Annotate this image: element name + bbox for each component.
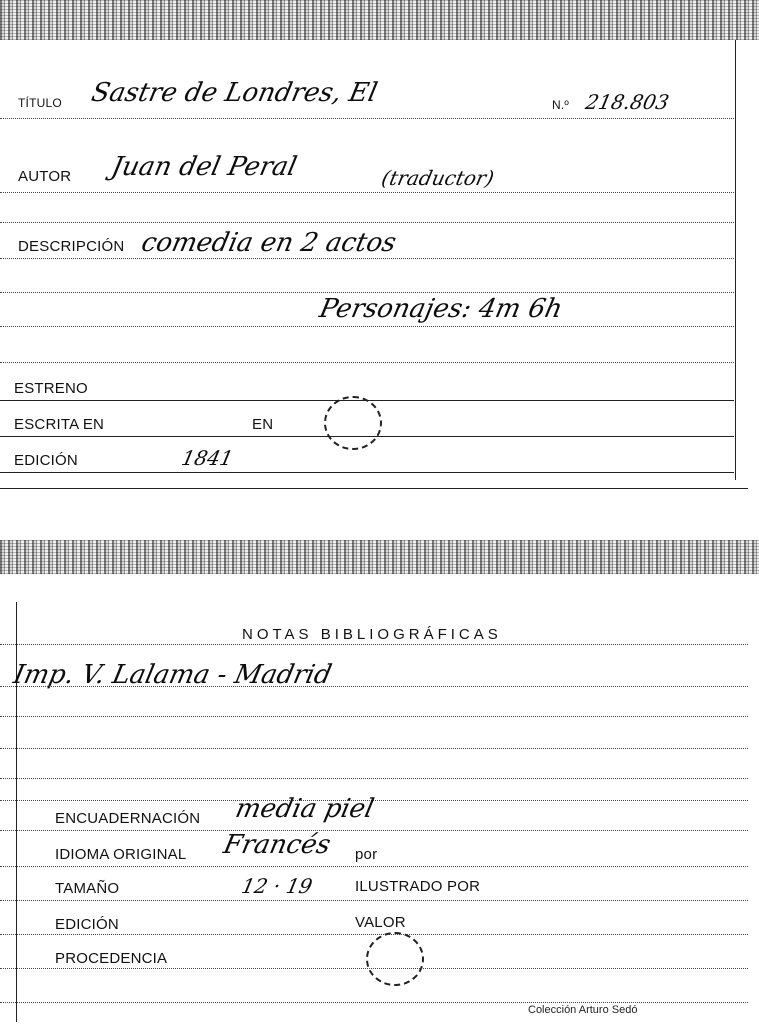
edicion-value: 1841 xyxy=(179,446,236,470)
autor-value: Juan del Peral xyxy=(108,152,300,182)
autor-role: (traductor) xyxy=(379,166,497,190)
rule-edicion-2 xyxy=(0,934,748,935)
edicion-label-2: EDICIÓN xyxy=(55,916,119,933)
idioma-value: Francés xyxy=(220,830,334,860)
rule-escrita xyxy=(0,436,734,437)
rule-autor xyxy=(0,192,734,193)
titulo-value: Sastre de Londres, El xyxy=(88,78,380,108)
rule-titulo xyxy=(0,118,734,119)
coleccion-label: Colección Arturo Sedó xyxy=(528,1004,638,1016)
por-label: por xyxy=(355,846,378,863)
torn-edge-top xyxy=(0,0,759,40)
titulo-label: TÍTULO xyxy=(18,96,62,110)
descripcion-label: DESCRIPCIÓN xyxy=(18,238,125,255)
rule-blank-1 xyxy=(0,222,734,223)
rule-edicion xyxy=(0,472,734,473)
rule-personajes xyxy=(0,326,734,327)
notas-heading: NOTAS BIBLIOGRÁFICAS xyxy=(242,626,502,643)
rule-blank-c xyxy=(0,778,748,779)
valor-label: VALOR xyxy=(355,914,406,931)
en-label: EN xyxy=(252,416,274,433)
catalog-card-front xyxy=(0,0,759,492)
numero-value: 218.803 xyxy=(583,90,672,114)
rule-idioma xyxy=(0,866,748,867)
numero-label: N.º xyxy=(552,98,569,112)
rule-blank-3 xyxy=(0,362,734,363)
rule-blank-b xyxy=(0,748,748,749)
torn-edge-top xyxy=(0,540,759,574)
rule-heading xyxy=(0,644,748,645)
tamano-label: TAMAÑO xyxy=(55,880,120,897)
encuadernacion-label: ENCUADERNACIÓN xyxy=(55,810,201,827)
descripcion-value: comedia en 2 actos xyxy=(138,228,399,258)
rule-notas xyxy=(0,686,748,687)
punched-hole-mark xyxy=(324,396,382,450)
rule-tamano xyxy=(0,900,748,901)
rule-encuadernacion xyxy=(0,830,748,831)
tamano-value: 12 · 19 xyxy=(239,874,315,898)
personajes-value: Personajes: 4m 6h xyxy=(316,294,566,324)
rule-blank-a xyxy=(0,716,748,717)
edicion-label: EDICIÓN xyxy=(14,452,78,469)
autor-label: AUTOR xyxy=(18,168,72,185)
card-bottom-border xyxy=(0,488,748,489)
punched-hole-mark-2 xyxy=(366,932,424,986)
escrita-label: ESCRITA EN xyxy=(14,416,105,433)
rule-blank-2 xyxy=(0,292,734,293)
rule-descripcion xyxy=(0,258,734,259)
idioma-label: IDIOMA ORIGINAL xyxy=(55,846,187,863)
estreno-label: ESTRENO xyxy=(14,380,88,397)
encuadernacion-value: media piel xyxy=(232,794,377,824)
card-right-border xyxy=(735,40,736,480)
rule-blank-e xyxy=(0,1002,748,1003)
catalog-card-back xyxy=(0,540,759,1028)
rule-procedencia xyxy=(0,968,748,969)
procedencia-label: PROCEDENCIA xyxy=(55,950,168,967)
notas-value: Imp. V. Lalama - Madrid xyxy=(10,660,335,690)
ilustrado-label: ILUSTRADO POR xyxy=(355,878,481,895)
